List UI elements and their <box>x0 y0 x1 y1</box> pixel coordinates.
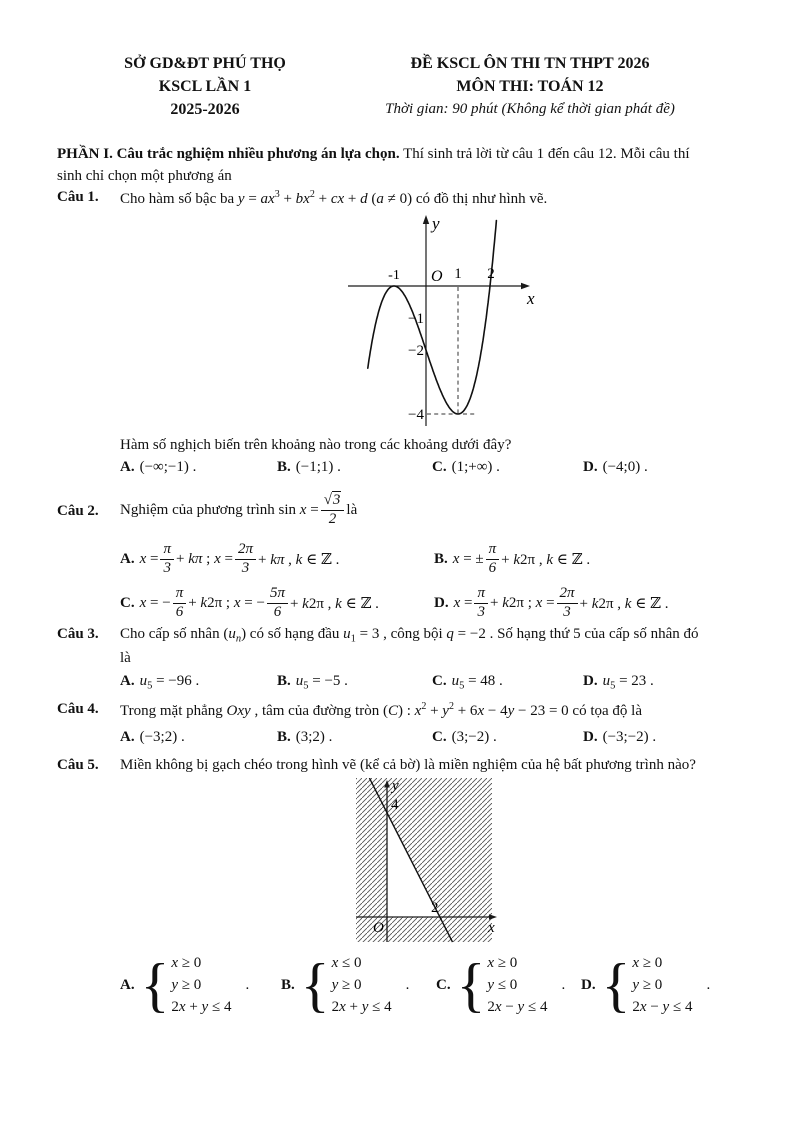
q5-option-b: B. { x ≤ 0 y ≥ 0 2x + y ≤ 4 . <box>281 952 410 1018</box>
q3-option-c: C. $u_5 = 48$ . <box>432 673 503 692</box>
q2-option-c: C. x = − $\frac{\pi}{6}$ + k2π ; x = − $\frac{5\pi}{6}$ + k2π , k ∈ ℤ . <box>120 584 379 620</box>
q1-option-a: A. (−∞;−1) . <box>120 459 197 475</box>
x-axis-arrow-icon <box>489 914 497 920</box>
q1-option-c: C. (1;+∞) . <box>432 459 500 475</box>
exam-title: ĐỀ KSCL ÔN THI TN THPT 2026 <box>410 55 650 72</box>
q4-option-d: D. (−3;−2) . <box>583 729 657 745</box>
q3-line1: Cho cấp số nhân $(u_n)$ có số hạng đầu $u_1 = 3$ , công bội q = −2 . Số hạng thứ 5 của cấp số nhân đó <box>120 626 699 645</box>
origin-label: O <box>431 268 443 285</box>
q4-label: Câu 4. <box>57 701 99 717</box>
xtick-2: 2 <box>487 266 495 282</box>
ytick-neg1: −1 <box>408 311 424 327</box>
y-axis-arrow-icon <box>423 215 429 224</box>
q2-option-b: B. x = ± $\frac{\pi}{6}$ + k2π , k ∈ ℤ . <box>434 540 591 576</box>
q2-option-d: D. x = $\frac{\pi}{3}$ + k2π ; x = $\frac{2\pi}{3}$ + k2π , k ∈ ℤ . <box>434 584 669 620</box>
q4-statement: Trong mặt phẳng Oxy , tâm của đường tròn (C) : $x^2 + y^2 + 6x - 4y - 23 = 0$ có tọa độ là <box>120 701 642 719</box>
ytick-4: 4 <box>391 797 399 813</box>
brace-icon: { <box>456 952 486 1018</box>
q4-option-b: B. (3;2) . <box>277 729 333 745</box>
part1-line2: sinh chỉ chọn một phương án <box>57 168 232 184</box>
q5-statement: Miền không bị gạch chéo trong hình vẽ (kể cả bờ) là miền nghiệm của hệ bất phương trình nào? <box>120 757 696 773</box>
q5-graph <box>352 778 500 945</box>
ytick-neg4: −4 <box>408 407 424 423</box>
xtick-1: 1 <box>454 266 462 282</box>
q5-option-a: A. { x ≥ 0 y ≥ 0 2x + y ≤ 4 . <box>120 952 250 1018</box>
q5-option-d: D. { x ≥ 0 y ≥ 0 2x − y ≤ 4 . <box>581 952 711 1018</box>
cubic-curve <box>368 221 497 415</box>
exam-duration: Thời gian: 90 phút (Không kể thời gian phát đề) <box>385 101 675 117</box>
exam-subject: MÔN THI: TOÁN 12 <box>456 78 604 95</box>
brace-icon: { <box>601 952 631 1018</box>
brace-icon: { <box>140 952 170 1018</box>
header-left-line3: 2025-2026 <box>170 101 240 118</box>
q5-option-c: C. { x ≥ 0 y ≤ 0 2x − y ≤ 4 . <box>436 952 566 1018</box>
header-right <box>320 52 740 121</box>
q1-option-d: D. (−4;0) . <box>583 459 648 475</box>
q1-statement: Cho hàm số bậc ba $y = ax^3 + bx^2$ + cx + d (a ≠ 0) có đồ thị như hình vẽ. <box>120 189 548 207</box>
q3-line2: là <box>120 650 131 666</box>
part1-line1: PHẦN I. Câu trắc nghiệm nhiều phương án lựa chọn. Thí sinh trả lời từ câu 1 đến câu 12. Mỗi câu thí <box>57 146 690 162</box>
y-axis-label: y <box>432 214 440 233</box>
q2-option-a: A. x = $\frac{\pi}{3}$ + kπ ; x = $\frac{2\pi}{3}$ + kπ , k ∈ ℤ . <box>120 540 340 576</box>
q2-frac: $\frac{√3}{2}$ <box>321 493 345 528</box>
q3-label: Câu 3. <box>57 626 99 642</box>
q2-label: Câu 2. <box>57 503 99 519</box>
x-axis-label: x <box>527 289 535 308</box>
q3-option-b: B. $u_5 = -5$ . <box>277 673 348 692</box>
ytick-neg2: −2 <box>408 343 424 359</box>
origin-label: O <box>373 920 384 936</box>
xtick-2: 2 <box>431 900 439 916</box>
header-left <box>95 52 315 121</box>
y-axis-label: y <box>392 778 399 794</box>
brace-icon: { <box>300 952 330 1018</box>
q3-option-a: A. $u_5 = -96$ . <box>120 673 200 692</box>
q4-option-a: A. (−3;2) . <box>120 729 185 745</box>
q2-statement: Nghiệm của phương trình sin x = $\frac{√3}{2}$ là <box>120 491 358 527</box>
x-axis-label: x <box>488 920 495 936</box>
q1-option-b: B. (−1;1) . <box>277 459 341 475</box>
q1-question: Hàm số nghịch biến trên khoảng nào trong các khoảng dưới đây? <box>120 437 512 453</box>
q5-label: Câu 5. <box>57 757 99 773</box>
q1-label: Câu 1. <box>57 189 99 205</box>
q1-graph <box>344 212 544 432</box>
q4-option-c: C. (3;−2) . <box>432 729 497 745</box>
header-left-line2: KSCL LẦN 1 <box>158 78 252 95</box>
xtick-neg1: -1 <box>388 268 400 283</box>
q3-option-d: D. $u_5 = 23$ . <box>583 673 654 692</box>
header-left-line1: SỞ GD&ĐT PHÚ THỌ <box>124 55 286 72</box>
